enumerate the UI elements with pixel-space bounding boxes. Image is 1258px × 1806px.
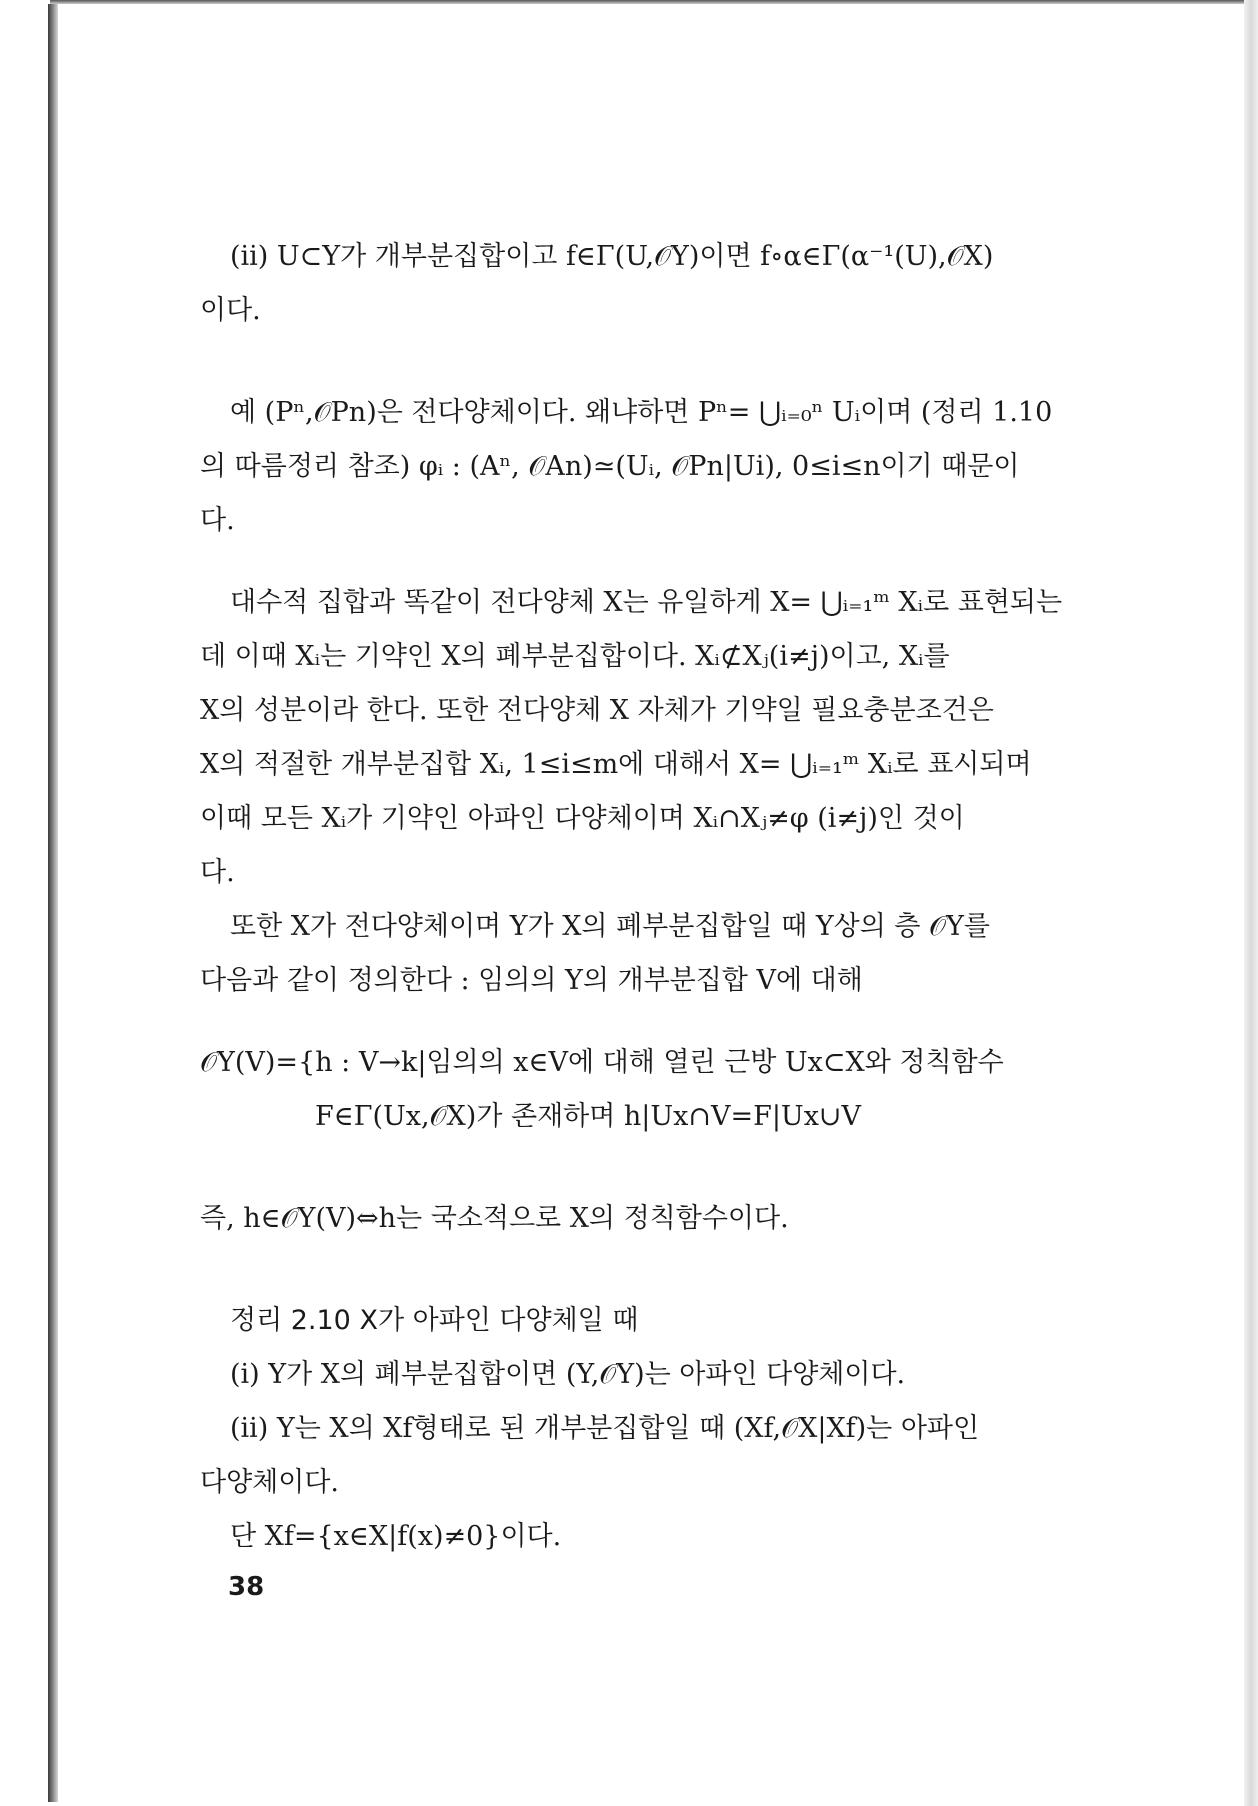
definition-line: 𝒪Y(V)={h : V→k|임의의 x∈V에 대해 열린 근방 Ux⊂X와 정칙함수 (200, 1047, 1004, 1078)
page-spine-edge (48, 4, 58, 1802)
text-line: 또한 X가 전다양체이며 Y가 X의 폐부분집합일 때 Y상의 층 𝒪Y를 (230, 911, 990, 942)
text-line: X의 성분이라 한다. 또한 전다양체 X 자체가 기약일 필요충분조건은 (200, 695, 994, 726)
page-edge-right (1244, 0, 1258, 1806)
example-line: 예 (Pⁿ,𝒪Pn)은 전다양체이다. 왜냐하면 Pⁿ= ⋃ᵢ₌₀ⁿ Uᵢ이며 (정리 1.10 (230, 397, 1053, 428)
theorem-item: (i) Y가 X의 폐부분집합이면 (Y,𝒪Y)는 아파인 다양체이다. (230, 1359, 906, 1390)
text-line: 데 이때 Xᵢ는 기약인 X의 폐부분집합이다. Xᵢ⊄Xⱼ(i≠j)이고, Xᵢ를 (200, 641, 950, 672)
text-line: 다. (200, 505, 235, 536)
theorem-note: 단 Xf={x∈X|f(x)≠0}이다. (230, 1521, 562, 1552)
text-line: 의 따름정리 참조) φᵢ : (Aⁿ, 𝒪An)≃(Uᵢ, 𝒪Pn|Ui), 0≤i≤n이기 때문이 (200, 451, 1020, 482)
text-line: 이다. (200, 295, 261, 326)
theorem-item-cont: 다양체이다. (200, 1467, 339, 1498)
text-line: X의 적절한 개부분집합 Xᵢ, 1≤i≤m에 대해서 X= ⋃ᵢ₌₁ᵐ Xᵢ로 표시되며 (200, 749, 1032, 780)
text-line: 다음과 같이 정의한다 : 임의의 Y의 개부분집합 V에 대해 (200, 965, 863, 996)
text-line: 대수적 집합과 똑같이 전다양체 X는 유일하게 X= ⋃ᵢ₌₁ᵐ Xᵢ로 표현되는 (230, 587, 1063, 618)
text-line: 다. (200, 857, 235, 888)
definition-line: F∈Γ(Ux,𝒪X)가 존재하며 h|Ux∩V=F|Ux∪V (315, 1101, 862, 1132)
text-line: 즉, h∈𝒪Y(V)⇔h는 국소적으로 X의 정칙함수이다. (200, 1203, 789, 1234)
theorem-title: 정리 2.10 X가 아파인 다양체일 때 (230, 1305, 639, 1336)
theorem-item: (ii) Y는 X의 Xf형태로 된 개부분집합일 때 (Xf,𝒪X|Xf)는 아파인 (230, 1413, 980, 1444)
page-number: 38 (228, 1572, 265, 1602)
page-body-text (200, 230, 1110, 1564)
text-line: 이때 모든 Xᵢ가 기약인 아파인 다양체이며 Xᵢ∩Xⱼ≠φ (i≠j)인 것이 (200, 803, 965, 834)
text-line: (ii) U⊂Y가 개부분집합이고 f∈Γ(U,𝒪Y)이면 f∘α∈Γ(α⁻¹(U),𝒪X) (230, 241, 994, 272)
